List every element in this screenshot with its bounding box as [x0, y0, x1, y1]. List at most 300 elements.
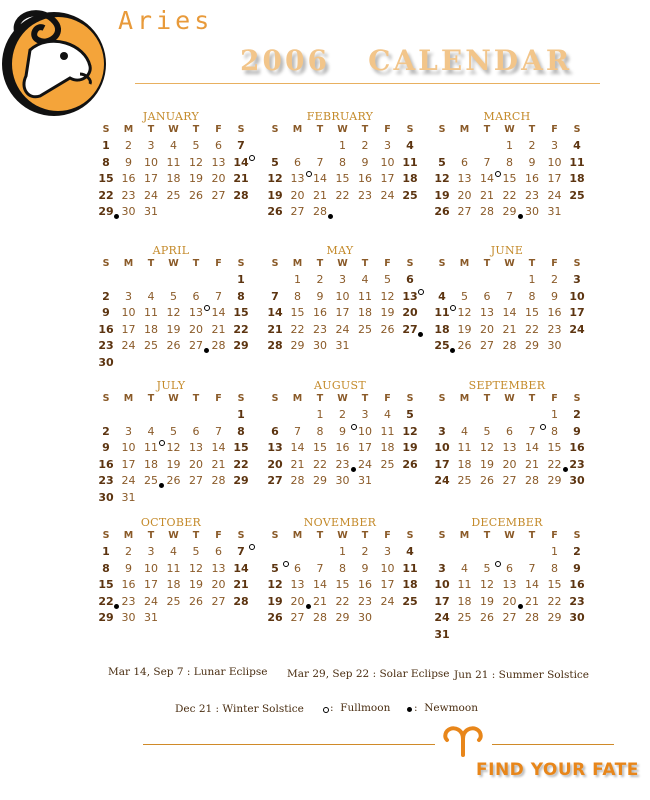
day-cell: 17	[121, 457, 136, 471]
weekday-label: T	[316, 124, 324, 135]
day-cell: 15	[98, 172, 114, 185]
day-cell: 9	[102, 441, 110, 454]
day-cell: 26	[380, 322, 395, 336]
day-cell: 29	[525, 339, 539, 352]
day-cell: 13	[211, 155, 226, 169]
day-cell: 18	[457, 457, 472, 471]
weekday-label: S	[438, 124, 446, 135]
day-cell: 21	[233, 172, 249, 185]
day-cell: 18	[434, 322, 450, 336]
day-cell: 17	[121, 322, 136, 336]
day-cell: 29	[313, 474, 327, 487]
weekday-label: M	[292, 530, 303, 541]
day-cell: 1	[237, 273, 245, 286]
day-cell: 28	[525, 474, 539, 487]
day-cell: 10	[144, 155, 158, 169]
weekday-label: F	[551, 530, 558, 541]
day-cell: 9	[339, 424, 346, 438]
weekday-label: W	[337, 393, 348, 404]
day-cell: 24	[434, 474, 450, 487]
day-cell: 11	[166, 561, 181, 575]
day-cell: 14	[290, 441, 305, 454]
tagline: FIND YOUR FATE	[476, 760, 639, 780]
day-cell: 31	[358, 474, 372, 487]
month-name: JULY	[156, 379, 186, 392]
day-cell: 29	[290, 339, 305, 352]
weekday-label: W	[168, 530, 179, 541]
weekday-label: T	[192, 258, 200, 269]
day-cell: 15	[335, 578, 350, 591]
day-cell: 30	[313, 339, 327, 352]
day-cell: 6	[215, 545, 222, 558]
day-cell: 31	[121, 490, 136, 504]
day-cell: 30	[335, 474, 350, 487]
day-cell: 9	[573, 561, 581, 575]
day-cell: 27	[290, 205, 305, 218]
day-cell: 22	[502, 188, 517, 202]
weekday-label: S	[438, 530, 446, 541]
day-cell: 6	[192, 289, 200, 303]
divider	[143, 744, 435, 745]
weekday-label: T	[316, 530, 324, 541]
day-cell: 10	[547, 155, 562, 169]
day-cell: 25	[166, 188, 181, 202]
day-cell: 25	[457, 611, 472, 624]
weekday-label: F	[215, 124, 222, 135]
weekday-label: W	[337, 258, 348, 269]
day-cell: 18	[144, 322, 158, 336]
day-cell: 18	[166, 172, 181, 185]
day-cell: 9	[125, 561, 132, 575]
day-cell: 6	[461, 155, 468, 169]
day-cell: 30	[98, 355, 114, 369]
day-cell: 8	[237, 289, 245, 303]
day-cell: 24	[358, 457, 372, 471]
day-cell: 16	[121, 172, 136, 185]
day-cell: 14	[313, 172, 327, 185]
day-cell: 10	[380, 561, 395, 575]
day-cell: 6	[294, 155, 301, 169]
day-cell: 18	[380, 441, 395, 454]
weekday-label: S	[102, 124, 110, 135]
month-name: OCTOBER	[140, 516, 202, 529]
day-cell: 20	[480, 322, 494, 336]
day-cell: 17	[434, 457, 450, 471]
day-cell: 13	[290, 578, 305, 591]
day-cell: 25	[166, 594, 181, 608]
day-cell: 27	[290, 611, 305, 624]
day-cell: 23	[547, 322, 562, 336]
day-cell: 16	[121, 578, 136, 591]
day-cell: 8	[528, 289, 536, 303]
day-cell: 23	[98, 474, 114, 487]
day-cell: 25	[569, 188, 585, 202]
weekday-label: M	[123, 530, 134, 541]
day-cell: 19	[480, 457, 494, 471]
day-cell: 20	[502, 594, 517, 608]
day-cell: 19	[402, 441, 418, 454]
day-cell: 12	[457, 306, 472, 319]
day-cell: 14	[267, 306, 283, 319]
day-cell: 31	[144, 205, 158, 218]
day-cell: 9	[361, 561, 369, 575]
day-cell: 13	[402, 289, 418, 303]
day-cell: 31	[144, 611, 158, 624]
day-cell: 16	[358, 578, 372, 591]
weekday-label: F	[551, 393, 558, 404]
day-cell: 5	[192, 139, 200, 152]
day-cell: 16	[569, 441, 585, 454]
day-cell: 10	[121, 441, 136, 454]
day-cell: 22	[335, 188, 350, 202]
weekday-label: T	[483, 124, 491, 135]
day-cell: 11	[166, 155, 181, 169]
day-cell: 30	[98, 490, 114, 504]
day-cell: 2	[102, 289, 110, 303]
day-cell: 21	[502, 322, 517, 336]
day-cell: 17	[358, 441, 372, 454]
day-cell: 28	[267, 339, 283, 352]
day-cell: 26	[166, 339, 181, 352]
day-cell: 11	[569, 155, 585, 169]
day-cell: 12	[166, 441, 181, 454]
weekday-label: T	[361, 530, 369, 541]
day-cell: 14	[211, 306, 226, 319]
day-cell: 4	[406, 545, 414, 558]
day-cell: 8	[339, 561, 346, 575]
day-cell: 5	[438, 155, 446, 169]
day-cell: 15	[525, 306, 539, 319]
day-cell: 3	[125, 289, 132, 303]
day-cell: 5	[461, 289, 468, 303]
day-cell: 7	[271, 289, 279, 303]
day-cell: 4	[406, 139, 414, 152]
weekday-label: F	[215, 258, 222, 269]
day-cell: 12	[189, 155, 203, 169]
day-cell: 22	[547, 594, 562, 608]
day-cell: 17	[380, 172, 395, 185]
day-cell: 12	[189, 561, 203, 575]
day-cell: 17	[547, 172, 562, 185]
day-cell: 19	[189, 578, 203, 591]
day-cell: 29	[233, 474, 249, 487]
day-cell: 13	[502, 578, 517, 591]
day-cell: 7	[316, 561, 324, 575]
weekday-label: W	[337, 124, 348, 135]
weekday-label: S	[271, 124, 279, 135]
day-cell: 2	[125, 139, 132, 152]
day-cell: 6	[506, 561, 513, 575]
weekday-label: T	[528, 530, 536, 541]
day-cell: 23	[569, 594, 585, 608]
day-cell: 9	[361, 155, 369, 169]
weekday-label: S	[406, 124, 414, 135]
day-cell: 27	[211, 188, 226, 202]
day-cell: 3	[384, 139, 391, 152]
weekday-label: T	[147, 393, 155, 404]
weekday-label: T	[316, 258, 324, 269]
day-cell: 23	[335, 457, 350, 471]
fullmoon-legend-icon	[323, 707, 329, 713]
day-cell: 15	[547, 578, 562, 591]
weekday-label: S	[573, 258, 581, 269]
day-cell: 2	[528, 139, 536, 152]
summer-solstice-note: Jun 21 : Summer Solstice	[454, 669, 590, 681]
weekday-label: T	[316, 393, 324, 404]
day-cell: 17	[144, 172, 158, 185]
weekday-label: S	[102, 393, 110, 404]
day-cell: 5	[384, 273, 391, 286]
day-cell: 25	[144, 474, 158, 487]
weekday-label: T	[192, 530, 200, 541]
day-cell: 28	[313, 611, 327, 624]
day-cell: 4	[438, 289, 446, 303]
day-cell: 7	[215, 289, 222, 303]
day-cell: 11	[402, 561, 418, 575]
day-cell: 20	[211, 172, 226, 185]
day-cell: 29	[98, 205, 114, 218]
day-cell: 24	[335, 322, 350, 336]
day-cell: 13	[502, 441, 517, 454]
day-cell: 13	[457, 172, 472, 185]
day-cell: 30	[569, 611, 585, 624]
day-cell: 30	[121, 611, 136, 624]
weekday-label: W	[504, 258, 515, 269]
day-cell: 17	[434, 594, 450, 608]
day-cell: 30	[569, 474, 585, 487]
day-cell: 24	[121, 474, 136, 487]
weekday-label: S	[406, 530, 414, 541]
day-cell: 10	[144, 561, 158, 575]
day-cell: 9	[528, 155, 536, 169]
day-cell: 11	[402, 155, 418, 169]
day-cell: 6	[406, 273, 414, 286]
day-cell: 4	[147, 424, 155, 438]
weekday-label: T	[483, 530, 491, 541]
day-cell: 27	[502, 474, 517, 487]
day-cell: 28	[211, 339, 226, 352]
day-cell: 4	[170, 545, 177, 558]
newmoon-legend-label: : Newmoon	[414, 702, 478, 714]
sign-name: Aries	[118, 6, 214, 35]
day-cell: 7	[528, 424, 536, 438]
weekday-label: S	[438, 258, 446, 269]
day-cell: 8	[102, 155, 110, 169]
day-cell: 19	[434, 188, 450, 202]
weekday-label: F	[384, 393, 391, 404]
day-cell: 7	[506, 289, 513, 303]
fullmoon-marker-icon	[418, 289, 424, 295]
day-cell: 21	[525, 457, 539, 471]
day-cell: 24	[144, 188, 158, 202]
month-name: JUNE	[490, 244, 524, 257]
day-cell: 29	[335, 611, 350, 624]
day-cell: 10	[358, 424, 372, 438]
day-cell: 15	[502, 172, 517, 185]
weekday-label: W	[337, 530, 348, 541]
day-cell: 1	[551, 545, 558, 558]
weekday-label: F	[551, 258, 558, 269]
month-name: SEPTEMBER	[468, 379, 546, 392]
weekday-label: T	[528, 124, 536, 135]
day-cell: 18	[402, 172, 418, 185]
day-cell: 21	[480, 188, 494, 202]
day-cell: 22	[233, 322, 249, 336]
day-cell: 19	[267, 188, 283, 202]
weekday-label: S	[271, 393, 279, 404]
weekday-label: F	[384, 258, 391, 269]
weekday-label: S	[102, 258, 110, 269]
day-cell: 2	[339, 408, 346, 421]
day-cell: 21	[211, 457, 226, 471]
day-cell: 10	[434, 441, 450, 454]
day-cell: 15	[547, 441, 562, 454]
weekday-label: W	[504, 124, 515, 135]
weekday-label: M	[292, 393, 303, 404]
day-cell: 21	[525, 594, 539, 608]
day-cell: 21	[233, 578, 249, 591]
day-cell: 22	[547, 457, 562, 471]
weekday-label: T	[361, 258, 369, 269]
day-cell: 16	[335, 441, 350, 454]
day-cell: 19	[480, 594, 494, 608]
day-cell: 29	[233, 339, 249, 352]
divider	[135, 83, 600, 84]
day-cell: 22	[233, 457, 249, 471]
day-cell: 12	[434, 172, 450, 185]
day-cell: 2	[102, 424, 110, 438]
day-cell: 10	[434, 578, 450, 591]
day-cell: 7	[215, 424, 222, 438]
day-cell: 24	[121, 339, 136, 352]
weekday-label: S	[573, 124, 581, 135]
day-cell: 28	[233, 188, 249, 202]
day-cell: 1	[237, 408, 245, 421]
day-cell: 5	[170, 424, 177, 438]
day-cell: 6	[192, 424, 200, 438]
weekday-label: F	[215, 530, 222, 541]
day-cell: 5	[271, 155, 279, 169]
day-cell: 3	[384, 545, 391, 558]
weekday-label: T	[147, 530, 155, 541]
day-cell: 8	[339, 155, 346, 169]
day-cell: 28	[211, 474, 226, 487]
weekday-label: T	[192, 393, 200, 404]
month-name: FEBRUARY	[306, 110, 374, 123]
day-cell: 19	[380, 306, 395, 319]
weekday-label: T	[483, 393, 491, 404]
day-cell: 28	[480, 205, 494, 218]
weekday-label: M	[459, 530, 470, 541]
day-cell: 16	[98, 457, 114, 471]
day-cell: 2	[125, 545, 132, 558]
day-cell: 4	[170, 139, 177, 152]
day-cell: 22	[98, 594, 114, 608]
weekday-label: M	[123, 258, 134, 269]
lunar-eclipse-note: Mar 14, Sep 7 : Lunar Eclipse	[108, 666, 268, 678]
day-cell: 19	[457, 322, 472, 336]
day-cell: 8	[551, 561, 558, 575]
day-cell: 27	[502, 611, 517, 624]
calendar-title: 2006 CALENDAR	[240, 44, 573, 77]
weekday-label: S	[237, 258, 245, 269]
day-cell: 9	[573, 424, 581, 438]
day-cell: 9	[102, 306, 110, 319]
day-cell: 27	[402, 322, 418, 336]
day-cell: 23	[525, 188, 539, 202]
day-cell: 23	[313, 322, 327, 336]
day-cell: 18	[358, 306, 372, 319]
day-cell: 14	[480, 172, 494, 185]
day-cell: 1	[102, 139, 110, 152]
day-cell: 22	[525, 322, 539, 336]
day-cell: 12	[480, 578, 494, 591]
weekday-label: S	[237, 393, 245, 404]
day-cell: 1	[528, 273, 536, 286]
day-cell: 13	[480, 306, 494, 319]
day-cell: 28	[233, 594, 249, 608]
day-cell: 3	[339, 273, 346, 286]
weekday-label: T	[361, 124, 369, 135]
day-cell: 4	[147, 289, 155, 303]
day-cell: 29	[547, 474, 562, 487]
day-cell: 20	[457, 188, 472, 202]
day-cell: 15	[98, 578, 114, 591]
day-cell: 13	[290, 172, 305, 185]
weekday-label: F	[215, 393, 222, 404]
day-cell: 3	[147, 139, 155, 152]
day-cell: 11	[457, 578, 472, 591]
day-cell: 7	[294, 424, 301, 438]
day-cell: 1	[294, 273, 301, 286]
day-cell: 17	[144, 578, 158, 591]
day-cell: 26	[267, 611, 283, 624]
weekday-label: M	[292, 124, 303, 135]
day-cell: 21	[290, 457, 305, 471]
day-cell: 3	[361, 408, 369, 421]
weekday-label: T	[528, 393, 536, 404]
day-cell: 7	[483, 155, 491, 169]
day-cell: 31	[434, 627, 450, 641]
day-cell: 24	[547, 188, 562, 202]
day-cell: 5	[170, 289, 177, 303]
day-cell: 13	[267, 441, 283, 454]
day-cell: 3	[551, 139, 558, 152]
day-cell: 23	[358, 594, 372, 608]
solar-eclipse-note: Mar 29, Sep 22 : Solar Eclipse	[287, 668, 450, 680]
day-cell: 26	[267, 205, 283, 218]
weekday-label: S	[406, 258, 414, 269]
day-cell: 25	[434, 339, 450, 352]
day-cell: 9	[125, 155, 132, 169]
day-cell: 23	[121, 594, 136, 608]
day-cell: 15	[313, 441, 327, 454]
day-cell: 10	[569, 289, 585, 303]
day-cell: 20	[502, 457, 517, 471]
day-cell: 2	[551, 273, 558, 286]
day-cell: 7	[528, 561, 536, 575]
day-cell: 16	[98, 322, 114, 336]
day-cell: 4	[573, 139, 581, 152]
day-cell: 3	[125, 424, 132, 438]
day-cell: 27	[189, 339, 203, 352]
day-cell: 6	[483, 289, 491, 303]
day-cell: 15	[233, 306, 249, 319]
day-cell: 26	[189, 594, 203, 608]
day-cell: 15	[335, 172, 350, 185]
day-cell: 4	[384, 408, 391, 421]
weekday-label: S	[271, 530, 279, 541]
